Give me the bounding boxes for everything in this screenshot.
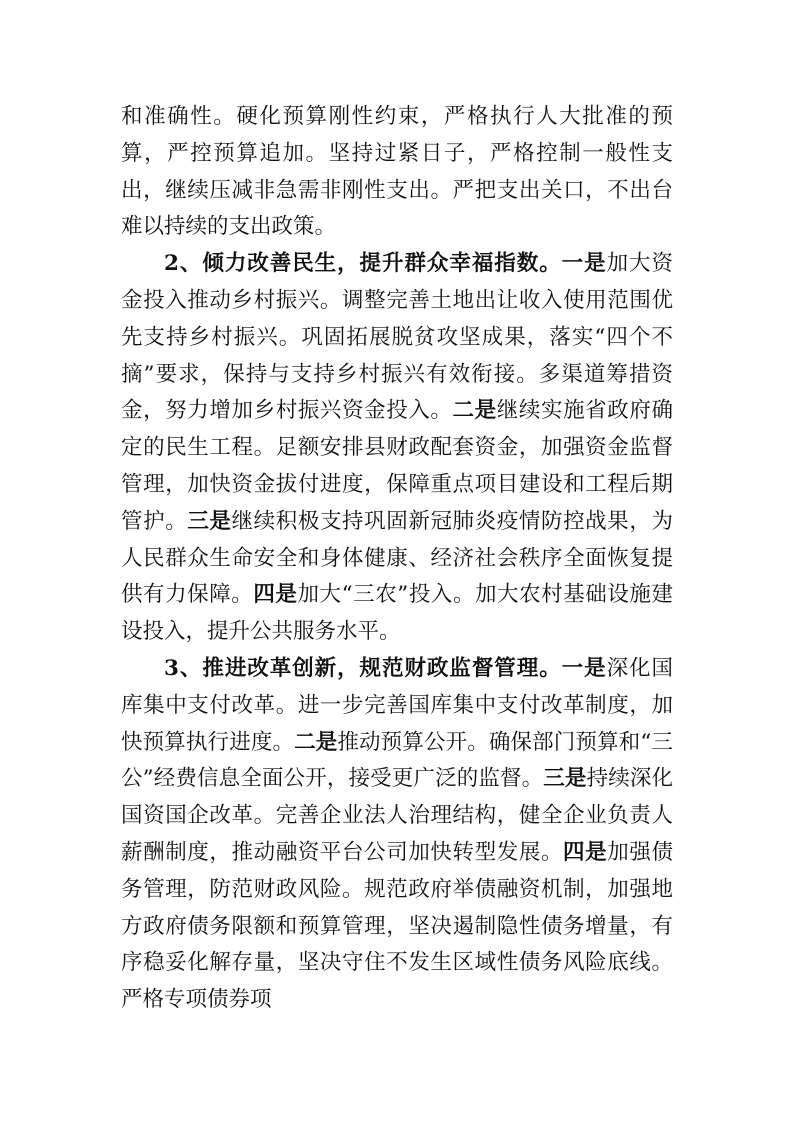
point-marker: 四是 xyxy=(253,582,298,608)
point-marker: 四是 xyxy=(563,839,608,865)
paragraph-text: 深化国库集中支付改革。进一步完善国库集中支付改革制度，加快预算执行进度。 xyxy=(121,655,673,755)
paragraph-text: 继续实施省政府确定的民生工程。足额安排县财政配套资金，加强资金监督管理，加快资金拔付进度，保障重点项目建设和工程后期管护。 xyxy=(121,398,673,534)
point-marker: 三是 xyxy=(543,766,587,792)
paragraph-text: 加大资金投入推动乡村振兴。调整完善土地出让收入使用范围优先支持乡村振兴。巩固拓展脱贫攻坚成果，落实“四个不摘”要求，保持与支持乡村振兴有效衔接。多渠道筹措资金，努力增加乡村振兴资金投入。 xyxy=(121,251,673,424)
paragraph-text: 加强债务管理，防范财政风险。规范政府举债融资机制，加强地方政府债务限额和预算管理，坚决遏制隐性债务增量，有序稳妥化解存量，坚决守住不发生区域性债务风险底线。严格专项债券项 xyxy=(121,839,673,1013)
paragraph-text: 和准确性。硬化预算刚性约束，严格执行人大批准的预算，严控预算追加。坚持过紧日子，严格控制一般性支出，继续压减非急需非刚性支出。严把支出关口，不出台难以持续的支出政策。 xyxy=(121,104,673,240)
paragraph-text: 持续深化国资国企改革。完善企业法人治理结构，健全企业负责人薪酬制度，推动融资平台公司加快转型发展。 xyxy=(121,766,673,865)
paragraph-text: 加大“三农”投入。加大农村基础设施建设投入，提升公共服务水平。 xyxy=(121,582,673,645)
point-marker: 二是 xyxy=(294,729,338,755)
section-heading: 2、倾力改善民生，提升群众幸福指数。 xyxy=(164,251,562,277)
paragraph-budget-discipline xyxy=(121,99,673,246)
point-marker: 二是 xyxy=(452,398,497,424)
point-marker: 一是 xyxy=(561,655,607,681)
document-body xyxy=(121,99,673,1019)
section-heading: 3、推进改革创新，规范财政监督管理。 xyxy=(164,655,562,681)
paragraph-text: 推动预算公开。确保部门预算和“三公”经费信息全面公开，接受更广泛的监督。 xyxy=(121,729,673,792)
paragraph-reform-innovation xyxy=(121,651,673,1019)
paragraph-improve-livelihood xyxy=(121,246,673,651)
point-marker: 三是 xyxy=(187,508,232,534)
paragraph-text: 继续积极支持巩固新冠肺炎疫情防控战果，为人民群众生命安全和身体健康、经济社会秩序全面恢复提供有力保障。 xyxy=(121,508,673,608)
point-marker: 一是 xyxy=(561,251,607,277)
